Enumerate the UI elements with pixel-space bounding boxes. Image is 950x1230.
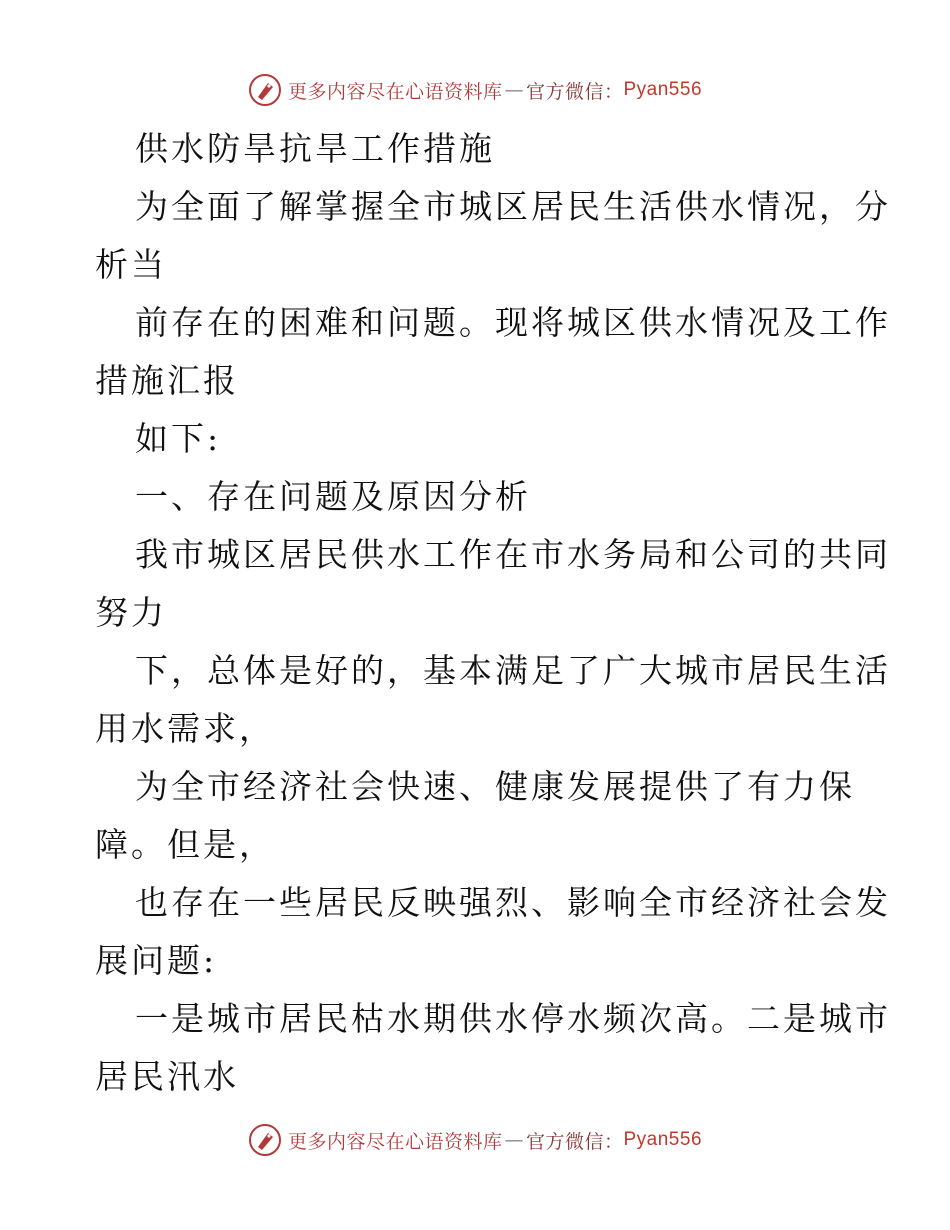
footer-banner	[0, 1120, 950, 1160]
banner-wechat-label: 官方微信：	[525, 80, 624, 103]
paragraph-line: 也存在一些居民反映强烈、影响全市经济社会发	[135, 883, 891, 922]
paragraph-line: 为全面了解掌握全市城区居民生活供水情况，分	[135, 187, 891, 226]
paragraph-line: 下，总体是好的，基本满足了广大城市居民生活	[135, 651, 891, 690]
paragraph-line: 我市城区居民供水工作在市水务局和公司的共同	[135, 535, 891, 574]
banner-wechat-label: 官方微信：	[525, 1130, 624, 1153]
pen-nib-logo-icon	[248, 73, 282, 107]
banner-wechat-id: Pyan556	[623, 79, 703, 100]
banner-wechat-id: Pyan556	[623, 1129, 703, 1150]
banner-dash: —	[504, 79, 524, 101]
pen-nib-logo-icon	[248, 1123, 282, 1157]
paragraph-line: 措施汇报	[95, 361, 239, 400]
header-banner	[0, 70, 950, 110]
banner-text: 更多内容尽在心语资料库	[287, 1130, 503, 1153]
document-title: 供水防旱抗旱工作措施	[135, 129, 495, 168]
banner-text: 更多内容尽在心语资料库	[287, 80, 503, 103]
paragraph-line: 用水需求，	[95, 709, 275, 748]
paragraph-line: 努力	[95, 593, 167, 632]
paragraph-line: 析当	[95, 245, 167, 284]
section-heading: 一、存在问题及原因分析	[135, 477, 531, 516]
banner-dash: —	[504, 1129, 524, 1151]
paragraph-line: 为全市经济社会快速、健康发展提供了有力保	[135, 767, 855, 806]
paragraph-line: 一是城市居民枯水期供水停水频次高。二是城市	[135, 999, 891, 1038]
paragraph-line: 障。但是，	[95, 825, 275, 864]
paragraph-line: 前存在的困难和问题。现将城区供水情况及工作	[135, 303, 891, 342]
paragraph-line: 如下:	[135, 419, 222, 458]
paragraph-line: 居民汛水	[95, 1057, 239, 1096]
paragraph-line: 展问题:	[95, 941, 218, 980]
document-body	[95, 120, 891, 1106]
